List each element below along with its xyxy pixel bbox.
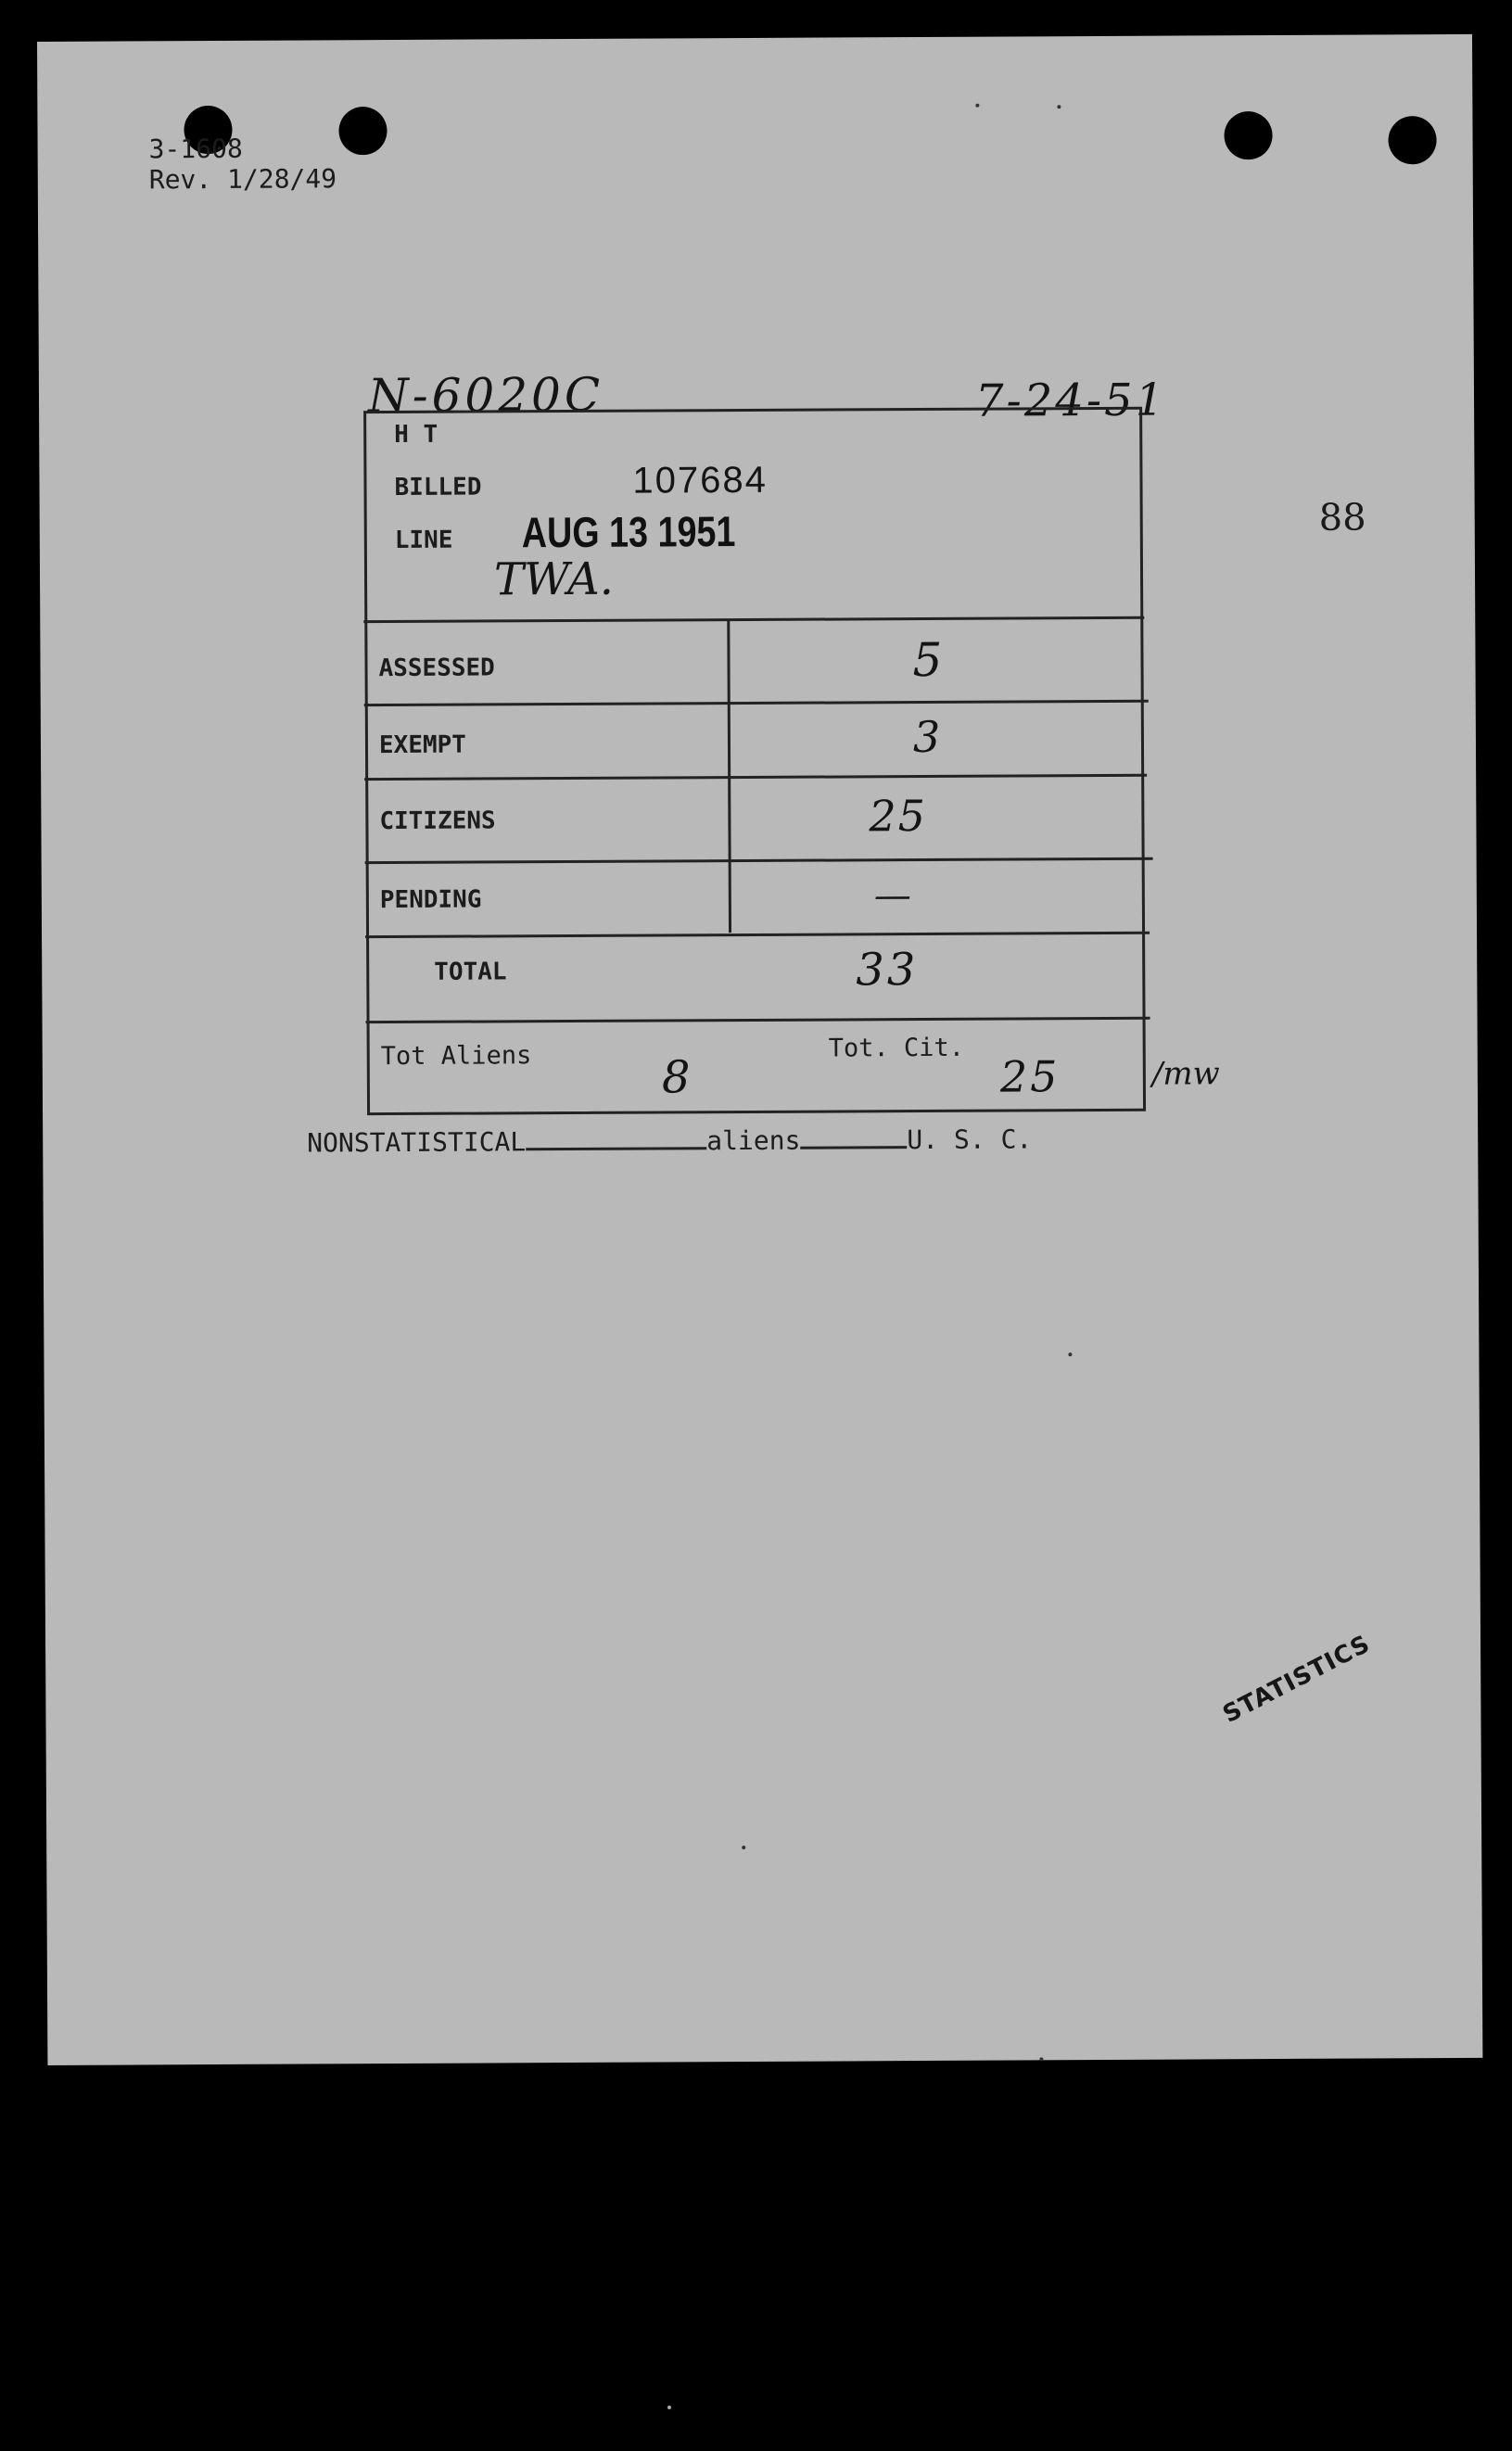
row-value-pending: — bbox=[873, 874, 911, 918]
blank-line bbox=[526, 1126, 706, 1150]
row-value-assessed: 5 bbox=[912, 632, 943, 688]
paper-speck bbox=[975, 104, 979, 108]
value-total-aliens: 8 bbox=[661, 1051, 691, 1104]
punch-hole bbox=[338, 107, 387, 155]
document-page bbox=[37, 34, 1482, 2065]
row-value-citizens: 25 bbox=[869, 790, 928, 842]
nonstatistical-row bbox=[307, 1124, 1032, 1158]
paper-speck bbox=[742, 1846, 745, 1849]
punch-hole bbox=[1224, 111, 1272, 159]
divider bbox=[365, 932, 1150, 938]
row-label-exempt: EXEMPT bbox=[378, 730, 466, 760]
label-usc: U. S. C. bbox=[907, 1124, 1033, 1156]
divider bbox=[365, 857, 1153, 864]
row-value-exempt: 3 bbox=[912, 711, 941, 763]
film-speck bbox=[667, 2406, 671, 2409]
label-nonstatistical: NONSTATISTICAL bbox=[307, 1126, 527, 1159]
divider bbox=[363, 616, 1144, 623]
form-number: 3-1608 bbox=[148, 133, 243, 165]
form-revision: Rev. 1/28/49 bbox=[148, 163, 337, 196]
paper-speck bbox=[1057, 105, 1061, 108]
label-total: TOTAL bbox=[434, 958, 507, 986]
handwritten-date: 7-24-51 bbox=[974, 374, 1167, 427]
handwritten-flight-number: N-6020C bbox=[367, 367, 604, 424]
label-billed: BILLED bbox=[394, 473, 482, 502]
paper-speck bbox=[1039, 2057, 1043, 2061]
stamp-statistics: STATISTICS bbox=[1218, 1630, 1376, 1730]
stamp-number: 107684 bbox=[632, 459, 769, 502]
row-label-assessed: ASSESSED bbox=[378, 654, 495, 683]
divider bbox=[364, 700, 1149, 706]
value-total: 33 bbox=[856, 944, 919, 997]
page-number: 88 bbox=[1318, 496, 1366, 540]
punch-hole bbox=[1388, 116, 1436, 164]
divider bbox=[364, 774, 1147, 781]
label-total-aliens: Tot Aliens bbox=[380, 1041, 532, 1072]
divider bbox=[366, 1017, 1150, 1023]
label-ht: H T bbox=[394, 420, 438, 449]
handwritten-initials: /mw bbox=[1151, 1055, 1220, 1093]
row-label-pending: PENDING bbox=[379, 885, 482, 915]
label-line: LINE bbox=[394, 526, 453, 554]
paper-speck bbox=[1068, 1352, 1072, 1356]
value-total-citizens: 25 bbox=[999, 1051, 1061, 1102]
handwritten-line-value: TWA. bbox=[493, 552, 615, 606]
label-aliens: aliens bbox=[706, 1124, 801, 1157]
label-total-citizens: Tot. Cit. bbox=[828, 1033, 965, 1063]
row-label-citizens: CITIZENS bbox=[379, 806, 496, 836]
blank-line bbox=[800, 1125, 907, 1149]
stamp-billed-date: AUG 13 1951 bbox=[521, 507, 736, 557]
statistics-form-table bbox=[363, 407, 1146, 1115]
